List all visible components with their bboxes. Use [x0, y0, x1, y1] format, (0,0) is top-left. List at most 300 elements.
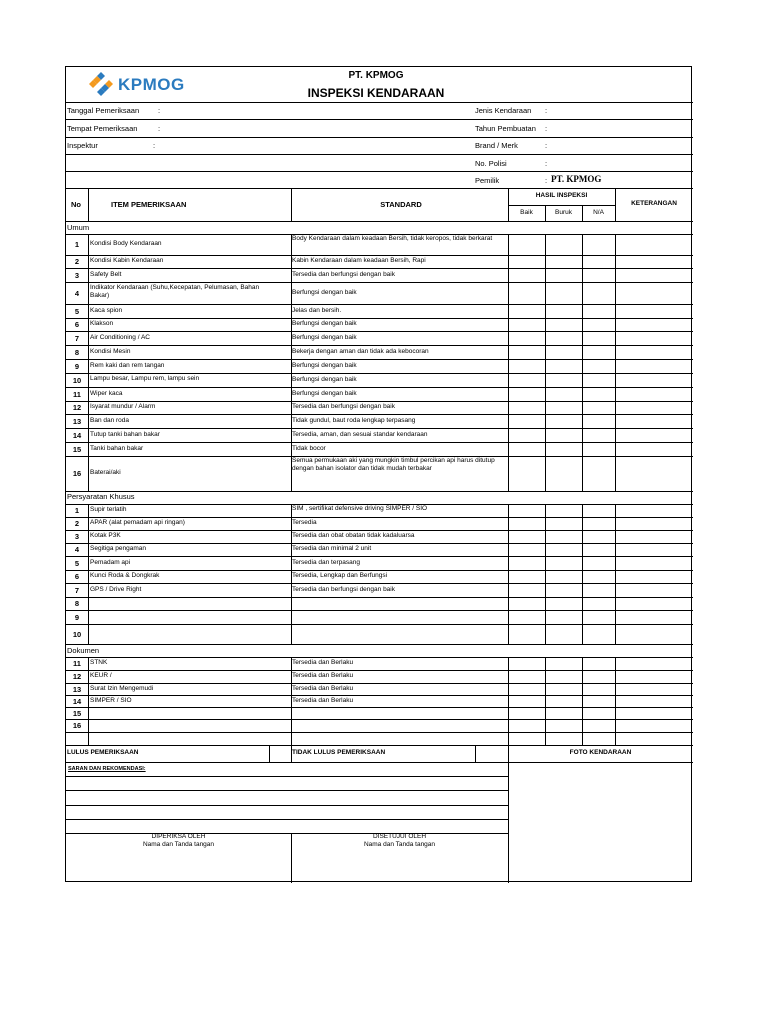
- row-item: Indikator Kendaraan (Suhu,Kecepatan, Pelumasan, Bahan Bakar): [90, 284, 260, 299]
- row-divider: [66, 683, 693, 684]
- column-divider: [508, 318, 509, 331]
- row-standard: Berfungsi dengan baik: [292, 320, 357, 327]
- column-divider: [88, 732, 89, 745]
- column-divider: [615, 543, 616, 556]
- column-divider: [545, 597, 546, 610]
- column-divider: [615, 583, 616, 597]
- column-divider: [582, 401, 583, 414]
- column-divider: [582, 282, 583, 304]
- column-divider: [545, 670, 546, 683]
- column-divider: [615, 624, 616, 644]
- column-divider: [582, 530, 583, 543]
- column-divider: [88, 345, 89, 359]
- column-divider: [582, 428, 583, 442]
- row-divider: [66, 543, 693, 544]
- column-divider: [88, 304, 89, 318]
- col-header-na: N/A: [593, 209, 604, 216]
- row-divider: [66, 188, 693, 189]
- column-divider: [582, 387, 583, 401]
- column-divider: [615, 304, 616, 318]
- row-standard: Tersedia dan obat obatan tidak kadaluarsa: [292, 532, 415, 539]
- column-divider: [88, 543, 89, 556]
- column-divider: [508, 732, 509, 745]
- column-divider: [508, 234, 509, 255]
- column-divider: [291, 732, 292, 745]
- row-standard: Kabin Kendaraan dalam keadaan Bersih, Rapi: [292, 257, 426, 264]
- row-number: 15: [72, 444, 82, 454]
- column-divider: [88, 530, 89, 543]
- column-divider: [88, 414, 89, 428]
- column-divider: [582, 624, 583, 644]
- column-divider: [88, 282, 89, 304]
- column-divider: [582, 373, 583, 387]
- column-divider: [88, 517, 89, 530]
- column-divider: [615, 719, 616, 732]
- column-divider: [582, 683, 583, 695]
- row-item: APAR (alat pemadam api ringan): [90, 519, 185, 526]
- row-standard: Tersedia dan minimal 2 unit: [292, 545, 372, 552]
- info-colon: :: [545, 123, 548, 133]
- column-divider: [582, 304, 583, 318]
- section-dokumen: Dokumen: [67, 646, 100, 655]
- section-umum: Umum: [67, 223, 90, 232]
- column-divider: [582, 268, 583, 282]
- column-divider: [508, 556, 509, 570]
- column-divider: [88, 268, 89, 282]
- row-standard: Berfungsi dengan baik: [292, 389, 357, 397]
- row-number: 5: [74, 306, 80, 316]
- column-divider: [615, 456, 616, 491]
- column-divider: [615, 683, 616, 695]
- column-divider: [88, 442, 89, 456]
- row-divider: [508, 205, 615, 206]
- row-standard: Tersedia: [292, 519, 317, 526]
- row-divider: [66, 597, 693, 598]
- column-divider: [88, 456, 89, 491]
- row-divider: [66, 583, 693, 584]
- column-divider: [88, 234, 89, 255]
- column-divider: [545, 345, 546, 359]
- inspection-form: [65, 66, 692, 882]
- column-divider: [615, 401, 616, 414]
- row-number: 16: [72, 721, 82, 730]
- info-colon: :: [545, 176, 548, 185]
- row-divider: [66, 670, 693, 671]
- col-header-hasil: HASIL INSPEKSI: [535, 192, 588, 199]
- column-divider: [508, 345, 509, 359]
- column-divider: [615, 373, 616, 387]
- column-divider: [545, 401, 546, 414]
- column-divider: [508, 517, 509, 530]
- col-header-keterangan: KETERANGAN: [631, 200, 677, 207]
- row-number: 9: [74, 361, 80, 371]
- column-divider: [88, 387, 89, 401]
- row-standard: Berfungsi dengan baik: [292, 361, 357, 369]
- row-divider: [66, 790, 508, 791]
- info-colon: :: [153, 141, 156, 150]
- row-number: 10: [72, 375, 82, 385]
- row-divider: [66, 304, 693, 305]
- row-divider: [66, 556, 693, 557]
- column-divider: [615, 428, 616, 442]
- row-divider: [66, 776, 508, 777]
- column-divider: [545, 428, 546, 442]
- row-item: Kondisi Mesin: [90, 347, 131, 355]
- row-number: 7: [74, 585, 80, 595]
- column-divider: [615, 530, 616, 543]
- column-divider: [88, 683, 89, 695]
- row-divider: [66, 414, 693, 415]
- column-divider: [582, 234, 583, 255]
- col-header-item: ITEM PEMERIKSAAN: [111, 200, 187, 209]
- row-number: 5: [74, 558, 80, 568]
- column-divider: [291, 188, 292, 221]
- row-number: 6: [74, 572, 80, 581]
- column-divider: [88, 318, 89, 331]
- row-standard: Semua permukaan aki yang mungkin timbul percikan api harus ditutup dengan bahan isolator dan tidak mudah terbakar: [292, 457, 495, 472]
- column-divider: [545, 732, 546, 745]
- column-divider: [545, 610, 546, 624]
- row-standard: Tersedia dan berfungsi dengan baik: [292, 403, 395, 410]
- column-divider: [545, 318, 546, 331]
- row-number: 14: [72, 430, 82, 440]
- column-divider: [545, 707, 546, 719]
- column-divider: [508, 304, 509, 318]
- row-item: Lampu besar, Lampu rem, lampu sein: [90, 375, 200, 382]
- column-divider: [615, 570, 616, 583]
- row-divider: [66, 805, 508, 806]
- row-item: Klakson: [90, 320, 114, 327]
- column-divider: [615, 331, 616, 345]
- column-divider: [88, 570, 89, 583]
- column-divider: [88, 359, 89, 373]
- row-standard: Tersedia dan berfungsi dengan baik: [292, 270, 395, 278]
- row-divider: [66, 491, 693, 492]
- column-divider: [615, 255, 616, 268]
- column-divider: [508, 268, 509, 282]
- page-title: INSPEKSI KENDARAAN: [307, 86, 445, 100]
- row-number: 11: [73, 389, 81, 399]
- column-divider: [545, 583, 546, 597]
- column-divider: [88, 695, 89, 707]
- row-number: 3: [74, 270, 80, 280]
- column-divider: [615, 359, 616, 373]
- column-divider: [582, 318, 583, 331]
- row-divider: [66, 819, 508, 820]
- row-standard: Tersedia, Lengkap dan Berfungsi: [292, 572, 388, 579]
- column-divider: [582, 597, 583, 610]
- row-standard: Body Kendaraan dalam keadaan Bersih, tidak keropos, tidak berkarat: [292, 235, 493, 242]
- info-colon: :: [545, 158, 548, 168]
- info-label: Tanggal Pemeriksaan: [67, 106, 140, 115]
- column-divider: [475, 745, 476, 762]
- column-divider: [291, 707, 292, 719]
- row-number: 7: [74, 333, 80, 343]
- row-number: 8: [74, 599, 80, 608]
- row-standard: SIM , sertifikat defensive driving SIMPER / SIO: [292, 505, 428, 512]
- column-divider: [615, 268, 616, 282]
- column-divider: [269, 745, 270, 762]
- column-divider: [615, 732, 616, 745]
- row-divider: [66, 373, 693, 374]
- column-divider: [88, 670, 89, 683]
- column-divider: [508, 414, 509, 428]
- row-divider: [66, 255, 693, 256]
- row-number: 10: [72, 629, 82, 639]
- column-divider: [508, 683, 509, 695]
- column-divider: [545, 442, 546, 456]
- col-header-buruk: Buruk: [555, 209, 572, 216]
- column-divider: [508, 282, 509, 304]
- column-divider: [582, 543, 583, 556]
- row-item: Safety Belt: [90, 270, 122, 278]
- column-divider: [88, 707, 89, 719]
- column-divider: [615, 707, 616, 719]
- column-divider: [88, 556, 89, 570]
- row-divider: [66, 401, 693, 402]
- info-label: Tahun Pembuatan: [475, 123, 536, 133]
- column-divider: [88, 255, 89, 268]
- column-divider: [545, 331, 546, 345]
- column-divider: [582, 670, 583, 683]
- row-item: Baterai/aki: [90, 469, 121, 476]
- column-divider: [508, 255, 509, 268]
- column-divider: [508, 456, 509, 491]
- row-item: Air Conditioning / AC: [90, 333, 150, 341]
- row-number: 3: [74, 532, 80, 541]
- column-divider: [615, 282, 616, 304]
- row-item: Pemadam api: [90, 558, 131, 566]
- column-divider: [545, 504, 546, 517]
- company-logo: [88, 71, 208, 97]
- disetujui-label: DISETUJUI OLEH: [372, 833, 427, 840]
- column-divider: [582, 331, 583, 345]
- column-divider: [545, 530, 546, 543]
- logo-text: KPMOG: [118, 75, 185, 94]
- owner-value: PT. KPMOG: [551, 174, 602, 184]
- row-item: Tanki bahan bakar: [90, 444, 144, 452]
- column-divider: [615, 234, 616, 255]
- row-divider: [66, 442, 693, 443]
- row-item: Wiper kaca: [90, 389, 123, 397]
- column-divider: [582, 255, 583, 268]
- row-number: 14: [72, 696, 82, 706]
- row-number: 12: [72, 403, 82, 412]
- row-standard: Tersedia dan Berlaku: [292, 659, 354, 666]
- column-divider: [508, 657, 509, 670]
- kpmog-logo-icon: [88, 71, 114, 97]
- row-item: Ban dan roda: [90, 416, 130, 424]
- row-divider: [66, 387, 693, 388]
- column-divider: [545, 414, 546, 428]
- column-divider: [615, 442, 616, 456]
- row-divider: [66, 137, 693, 138]
- row-divider: [66, 282, 693, 283]
- column-divider: [545, 624, 546, 644]
- row-item: STNK: [90, 659, 108, 666]
- column-divider: [615, 318, 616, 331]
- row-number: 13: [72, 684, 82, 694]
- column-divider: [291, 597, 292, 610]
- row-number: 8: [74, 347, 80, 357]
- column-divider: [508, 610, 509, 624]
- info-colon: :: [545, 106, 548, 115]
- column-divider: [291, 624, 292, 644]
- row-standard: Tidak gundul, baut roda lengkap terpasang: [292, 416, 416, 424]
- row-standard: Berfungsi dengan baik: [292, 288, 357, 296]
- column-divider: [508, 624, 509, 644]
- row-number: 1: [74, 506, 80, 515]
- column-divider: [582, 583, 583, 597]
- column-divider: [615, 556, 616, 570]
- row-divider: [66, 428, 693, 429]
- column-divider: [545, 234, 546, 255]
- row-item: Rem kaki dan rem tangan: [90, 361, 165, 369]
- column-divider: [582, 657, 583, 670]
- column-divider: [545, 304, 546, 318]
- column-divider: [88, 597, 89, 610]
- row-number: 2: [74, 257, 80, 266]
- column-divider: [508, 570, 509, 583]
- row-standard: Bekerja dengan aman dan tidak ada kebocoran: [292, 347, 429, 355]
- column-divider: [545, 268, 546, 282]
- row-item: Supir terlatih: [90, 506, 127, 513]
- row-number: 13: [72, 416, 82, 426]
- row-item: Surat Izin Mengemudi: [90, 684, 154, 692]
- row-number: 9: [74, 612, 80, 622]
- column-divider: [545, 719, 546, 732]
- row-divider: [66, 695, 693, 696]
- column-divider: [582, 556, 583, 570]
- row-divider: [66, 359, 693, 360]
- row-divider: [66, 345, 693, 346]
- row-item: Kondisi Body Kendaraan: [90, 240, 162, 247]
- column-divider: [582, 517, 583, 530]
- row-divider: [66, 318, 693, 319]
- column-divider: [545, 695, 546, 707]
- row-divider: [66, 171, 693, 172]
- column-divider: [508, 543, 509, 556]
- tidak-lulus-label: TIDAK LULUS PEMERIKSAAN: [292, 749, 386, 756]
- row-number: 6: [74, 320, 80, 329]
- row-item: Kotak P3K: [90, 532, 121, 539]
- column-divider: [545, 456, 546, 491]
- info-label: Brand / Merk: [475, 141, 518, 150]
- column-divider: [508, 442, 509, 456]
- company-name: PT. KPMOG: [348, 70, 404, 81]
- column-divider: [615, 345, 616, 359]
- diperiksa-sub: Nama dan Tanda tangan: [142, 841, 215, 848]
- column-divider: [88, 401, 89, 414]
- saran-label: SARAN DAN REKOMENDASI:: [68, 766, 146, 772]
- row-number: 1: [74, 240, 80, 249]
- column-divider: [615, 504, 616, 517]
- column-divider: [582, 610, 583, 624]
- column-divider: [582, 456, 583, 491]
- col-header-baik: Baik: [520, 209, 533, 216]
- info-label: Inspektur: [67, 141, 98, 150]
- row-standard: Tersedia dan berfungsi dengan baik: [292, 585, 395, 593]
- info-colon: :: [545, 141, 548, 150]
- row-divider: [66, 331, 693, 332]
- row-standard: Tersedia dan Berlaku: [292, 684, 354, 692]
- column-divider: [582, 732, 583, 745]
- row-divider: [66, 119, 693, 120]
- info-label: Pemilik: [475, 176, 500, 185]
- column-divider: [508, 670, 509, 683]
- column-divider: [545, 517, 546, 530]
- row-divider: [66, 732, 693, 733]
- column-divider: [88, 583, 89, 597]
- row-standard: Berfungsi dengan baik: [292, 333, 357, 341]
- row-item: Kondisi Kabin Kendaraan: [90, 257, 164, 264]
- column-divider: [582, 504, 583, 517]
- column-divider: [615, 414, 616, 428]
- diperiksa-label: DIPERIKSA OLEH: [151, 833, 206, 840]
- row-divider: [66, 745, 693, 746]
- column-divider: [615, 597, 616, 610]
- row-number: 4: [74, 545, 80, 554]
- column-divider: [582, 414, 583, 428]
- column-divider: [615, 610, 616, 624]
- column-divider: [545, 543, 546, 556]
- column-divider: [508, 745, 509, 883]
- column-divider: [508, 387, 509, 401]
- row-standard: Tersedia, aman, dan sesuai standar kendaraan: [292, 430, 428, 438]
- column-divider: [582, 359, 583, 373]
- row-divider: [66, 707, 693, 708]
- column-divider: [582, 345, 583, 359]
- lulus-label: LULUS PEMERIKSAAN: [67, 749, 139, 756]
- disetujui-sub: Nama dan Tanda tangan: [363, 841, 436, 848]
- row-item: KEUR /: [90, 672, 112, 679]
- row-standard: Tidak bocor: [292, 444, 326, 452]
- column-divider: [508, 597, 509, 610]
- row-divider: [66, 570, 693, 571]
- column-divider: [615, 695, 616, 707]
- info-label: Jenis Kendaraan: [475, 106, 532, 115]
- row-divider: [66, 530, 693, 531]
- row-standard: Tersedia dan terpasang: [292, 558, 360, 566]
- row-item: SIMPER / SIO: [90, 696, 132, 704]
- column-divider: [508, 428, 509, 442]
- row-number: 2: [74, 519, 80, 528]
- column-divider: [508, 530, 509, 543]
- info-label: Tempat Pemeriksaan: [67, 123, 138, 133]
- column-divider: [88, 428, 89, 442]
- column-divider: [508, 583, 509, 597]
- row-standard: Jelas dan bersih.: [292, 306, 342, 314]
- column-divider: [88, 373, 89, 387]
- info-label: No. Polisi: [475, 158, 507, 168]
- row-item: Segitiga pengaman: [90, 545, 147, 552]
- column-divider: [508, 373, 509, 387]
- col-header-standard: STANDARD: [380, 200, 422, 209]
- column-divider: [88, 504, 89, 517]
- row-item: Kunci Roda & Dongkrak: [90, 572, 160, 579]
- row-divider: [66, 154, 693, 155]
- column-divider: [291, 610, 292, 624]
- column-divider: [88, 610, 89, 624]
- row-divider: [66, 624, 693, 625]
- column-divider: [545, 373, 546, 387]
- column-divider: [615, 387, 616, 401]
- column-divider: [88, 188, 89, 221]
- column-divider: [508, 504, 509, 517]
- row-divider: [66, 719, 693, 720]
- col-header-no: No: [71, 200, 81, 209]
- row-divider: [66, 221, 693, 222]
